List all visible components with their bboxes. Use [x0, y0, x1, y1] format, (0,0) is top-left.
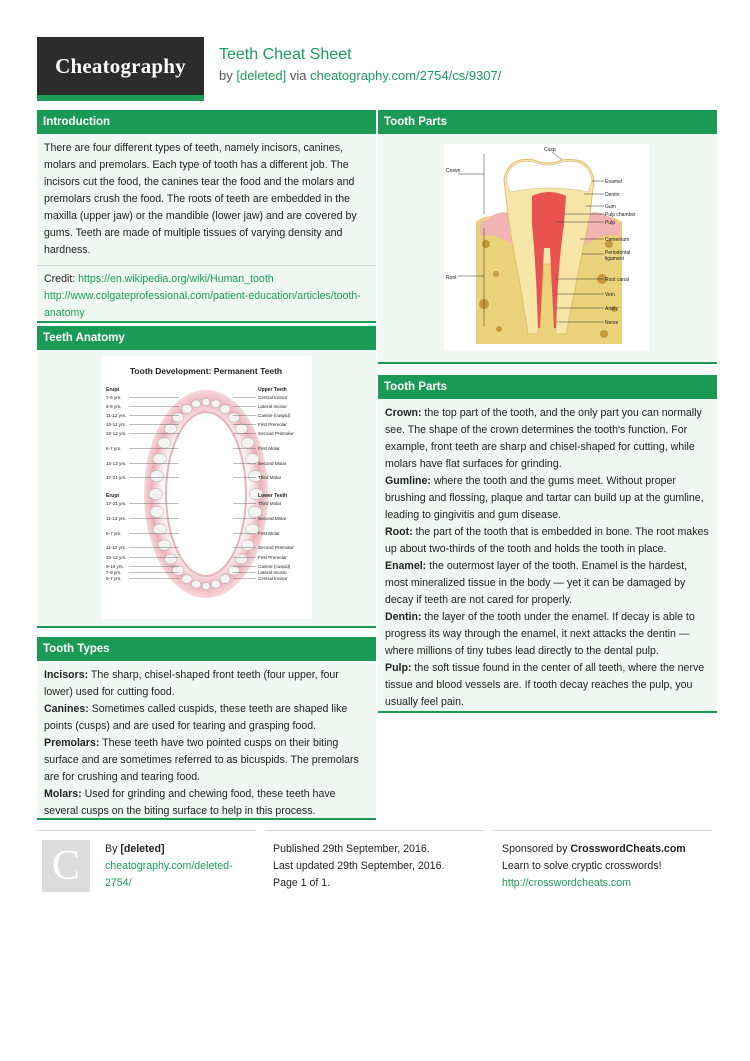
tooth — [220, 575, 230, 584]
crown-label: Crown — [446, 168, 461, 174]
tooth-parts-heading: Tooth Parts — [378, 375, 717, 399]
tooth-types-list — [37, 661, 376, 820]
upper-tooth-name: Central Incisor — [258, 395, 288, 400]
upper-tooth-name: First Molar — [258, 446, 280, 451]
incisors-entry — [44, 667, 369, 701]
credit-label: Credit: — [44, 273, 76, 285]
molars-text: Used for grinding and chewing food, these teeth have several cusps on the biting surface to help in this process. — [44, 788, 336, 817]
dentin-term: Dentin: — [385, 611, 422, 623]
lower-erupt-age: 11-12 yrs. — [106, 545, 127, 550]
author-link[interactable]: [deleted] — [236, 68, 287, 83]
lower-tooth-name: First Molar — [258, 531, 280, 536]
tooth-parts-panel — [378, 375, 717, 713]
sheet-url-link[interactable]: cheatography.com/2754/cs/9307/ — [310, 68, 502, 83]
enamel-term: Enamel: — [385, 560, 427, 572]
sponsor-line — [502, 841, 717, 858]
wikipedia-link[interactable]: https://en.wikipedia.org/wiki/Human_tooth — [78, 273, 274, 285]
tooth — [165, 424, 177, 434]
panel-bottom-border — [378, 711, 717, 713]
pulp-entry — [385, 660, 710, 711]
gumline-term: Gumline: — [385, 475, 431, 487]
chart-title: Tooth Development: Permanent Teeth — [129, 366, 283, 376]
sponsor-prefix: Sponsored by — [502, 843, 568, 855]
molars-term: Molars: — [44, 788, 82, 800]
lower-erupt-age: 10-12 yrs. — [106, 555, 127, 560]
tooth — [202, 583, 210, 590]
upper-erupt-age: 17-21 yrs. — [106, 475, 127, 480]
footer-author — [105, 841, 245, 892]
lower-tooth-name: Canine (cuspid) — [258, 564, 291, 569]
tooth — [235, 424, 247, 434]
root-text: the part of the tooth that is embedded in bone. The root makes up about two-thirds of the tooth and holds the tooth in place. — [385, 526, 709, 555]
pulp-term: Pulp: — [385, 662, 412, 674]
upper-erupt-age: 12-13 yrs. — [106, 461, 127, 466]
upper-tooth-name: First Premolar — [258, 422, 287, 427]
footer-sponsor — [502, 841, 717, 892]
root-canal-label: Root canal — [605, 277, 629, 283]
tooth-parts-list — [378, 399, 717, 711]
upper-erupt-age: 11-12 yrs. — [106, 413, 127, 418]
updated-date: Last updated 29th September, 2016. — [273, 860, 445, 872]
page-count: Page 1 of 1. — [273, 877, 331, 889]
crown-term: Crown: — [385, 407, 422, 419]
cementum-label: Cementum — [605, 237, 630, 243]
tooth — [182, 405, 192, 414]
incisors-text: The sharp, chisel-shaped front teeth (four upper, four lower) used for cutting food. — [44, 669, 339, 698]
panel-bottom-border — [37, 321, 376, 323]
tooth-development-svg — [101, 356, 312, 619]
lower-tooth-name: Lateral Incisor — [258, 570, 287, 575]
cheatographer-avatar: C — [42, 840, 90, 892]
erupt-upper-label: Erupt — [106, 387, 120, 393]
tooth — [235, 554, 247, 564]
credit-block — [37, 265, 376, 322]
dentin-label: Dentin — [605, 192, 620, 198]
panel-bottom-border — [37, 626, 376, 628]
artery-label: Artery — [605, 306, 619, 312]
tooth — [153, 454, 167, 465]
tooth-types-panel — [37, 637, 376, 820]
upper-erupt-age: 6-7 yrs. — [106, 446, 122, 451]
sponsor-tagline: Learn to solve cryptic crosswords! — [502, 860, 662, 872]
footer-divider-2 — [265, 830, 484, 831]
panel-bottom-border — [378, 362, 717, 364]
panel-bottom-border — [37, 818, 376, 820]
pulp-chamber-label: Pulp chamber — [605, 212, 636, 218]
teeth-anatomy-heading: Teeth Anatomy — [37, 326, 376, 350]
upper-tooth-name: Second Molar — [258, 461, 287, 466]
byline — [219, 68, 501, 83]
dentin-entry — [385, 609, 710, 660]
nerve-label: Nerve — [605, 320, 619, 326]
sponsor-url[interactable]: http://crosswordcheats.com — [502, 877, 631, 889]
gumline-text: where the tooth and the gums meet. Without proper brushing and flossing, plaque and tartar can build up at the gumline, leading to gingivitis and gum disease. — [385, 475, 704, 521]
logo-underline — [37, 95, 204, 101]
lower-tooth-name: Central Incisor — [258, 576, 288, 581]
tooth-parts-diagram-heading: Tooth Parts — [378, 110, 717, 134]
root-label: Root — [446, 275, 457, 281]
tooth — [173, 566, 184, 575]
periodontal-label: Periodontal — [605, 250, 631, 256]
introduction-text: There are four different types of teeth, namely incisors, canines, molars and premolars. Each type of tooth has a different job. The incisors cut the food, the canines tear the food and the molars and premolars crush the food. The roots of teeth are embedded in the maxilla (upper jaw) or the mandible (lower jaw) and are covered by gums. Teeth are made of multiple tissues of varying density and hardness. — [44, 142, 357, 256]
lower-erupt-age: 6-7 yrs. — [106, 531, 122, 536]
tooth — [220, 405, 230, 414]
footer-author-name: [deleted] — [120, 843, 165, 855]
upper-erupt-age: 10-12 yrs. — [106, 431, 127, 436]
premolars-entry — [44, 735, 369, 786]
tooth — [158, 438, 171, 448]
cusp-label: Cusp — [544, 147, 556, 153]
tooth — [228, 566, 239, 575]
tooth-parts-diagram-panel — [378, 110, 717, 364]
introduction-heading: Introduction — [37, 110, 376, 134]
cheatography-logo[interactable]: Cheatography — [37, 37, 204, 95]
introduction-panel — [37, 110, 376, 323]
lower-erupt-age: 11-13 yrs. — [106, 516, 127, 521]
page-title: Teeth Cheat Sheet — [219, 46, 352, 63]
enamel-label: Enamel — [605, 179, 622, 185]
tooth — [192, 400, 201, 408]
lower-erupt-age: 7-8 yrs. — [106, 570, 122, 575]
footer-divider-1 — [37, 830, 256, 831]
root-term: Root: — [385, 526, 413, 538]
tooth-cross-section-svg — [444, 144, 649, 351]
tooth — [211, 580, 220, 588]
lower-tooth-name: Third Molar — [258, 501, 282, 506]
palate-shape — [166, 412, 246, 576]
gumline-entry — [385, 473, 710, 524]
upper-tooth-name: Third Molar — [258, 475, 282, 480]
upper-erupt-age: 10-11 yrs. — [106, 422, 127, 427]
tooth-cross-section — [444, 144, 649, 351]
dentin-text: the layer of the tooth under the enamel. If decay is able to progress its way through the enamel, it next attacks the dentin — where millions of tiny tubes lead directly to the dental pulp. — [385, 611, 695, 657]
tooth — [150, 506, 164, 517]
tooth — [173, 413, 184, 422]
tooth — [228, 413, 239, 422]
tooth — [245, 454, 259, 465]
tooth — [241, 540, 254, 550]
byline-via: via — [289, 68, 307, 83]
lower-tooth-name: Second Molar — [258, 516, 287, 521]
upper-erupt-age: 7-8 yrs. — [106, 395, 122, 400]
lower-teeth-label: Lower Teeth — [258, 493, 288, 499]
ligament-label: ligament — [605, 256, 624, 262]
crown-text: the top part of the tooth, and the only part you can normally see. The shape of the crown determines the tooth's function. For example, front teeth are sharp and chisel-shaped for cutting, while molars have flat surfaces for grinding. — [385, 407, 702, 470]
molars-entry — [44, 786, 369, 820]
tooth — [150, 471, 164, 482]
colgate-link[interactable]: http://www.colgateprofessional.com/patient-education/articles/tooth-anatomy — [44, 290, 361, 319]
upper-tooth-name: Canine (cuspid) — [258, 413, 291, 418]
upper-erupt-age: 8-9 yrs. — [106, 404, 122, 409]
sponsor-name: CrosswordCheats.com — [570, 843, 686, 855]
tooth-development-chart — [101, 356, 312, 619]
footer-author-url[interactable]: cheatography.com/deleted-2754/ — [105, 860, 233, 889]
tooth — [182, 575, 192, 584]
upper-teeth-label: Upper Teeth — [258, 387, 287, 393]
pulp-text: the soft tissue found in the center of all teeth, where the nerve tissue and blood vessels are. If tooth decay reaches the pulp, you usually feel pain. — [385, 662, 705, 708]
canines-term: Canines: — [44, 703, 89, 715]
canines-entry — [44, 701, 369, 735]
erupt-lower-label: Erupt — [106, 493, 120, 499]
tooth — [192, 580, 201, 588]
premolars-term: Premolars: — [44, 737, 100, 749]
tooth — [165, 554, 177, 564]
crown-entry — [385, 405, 710, 473]
incisors-term: Incisors: — [44, 669, 89, 681]
pulp-label: Pulp — [605, 220, 616, 226]
enamel-text: the outermost layer of the tooth. Enamel is the hardest, most mineralized tissue in the body — yet it can be damaged by decay if teeth are not cared for properly. — [385, 560, 688, 606]
enamel-shape — [506, 161, 592, 192]
tooth — [153, 524, 167, 535]
tooth — [245, 524, 259, 535]
tooth — [202, 399, 210, 406]
tooth — [158, 540, 171, 550]
byline-prefix: by — [219, 68, 233, 83]
tooth-types-heading: Tooth Types — [37, 637, 376, 661]
teeth-anatomy-panel — [37, 326, 376, 628]
footer-by: By — [105, 843, 118, 855]
premolars-text: These teeth have two pointed cusps on their biting surface and are sometimes referred to as bicuspids. The premolars are for crushing and tearing food. — [44, 737, 359, 783]
upper-tooth-name: Second Premolar — [258, 431, 294, 436]
vein-label: Vein — [605, 292, 615, 298]
lower-erupt-age: 6-7 yrs. — [106, 576, 122, 581]
canines-text: Sometimes called cuspids, these teeth are shaped like points (cusps) and are used for tearing and grasping food. — [44, 703, 348, 732]
lower-erupt-age: 17-21 yrs. — [106, 501, 127, 506]
gum-label: Gum — [605, 204, 616, 210]
lower-tooth-name: Second Premolar — [258, 545, 294, 550]
tooth — [211, 400, 220, 408]
root-entry — [385, 524, 710, 558]
footer-divider-3 — [493, 830, 712, 831]
lower-tooth-name: First Premolar — [258, 555, 287, 560]
tooth — [241, 438, 254, 448]
lower-erupt-age: 9-10 yrs. — [106, 564, 124, 569]
footer-dates — [273, 841, 483, 892]
tooth — [149, 489, 163, 500]
published-date: Published 29th September, 2016. — [273, 843, 430, 855]
upper-tooth-name: Lateral Incisor — [258, 404, 287, 409]
enamel-entry — [385, 558, 710, 609]
